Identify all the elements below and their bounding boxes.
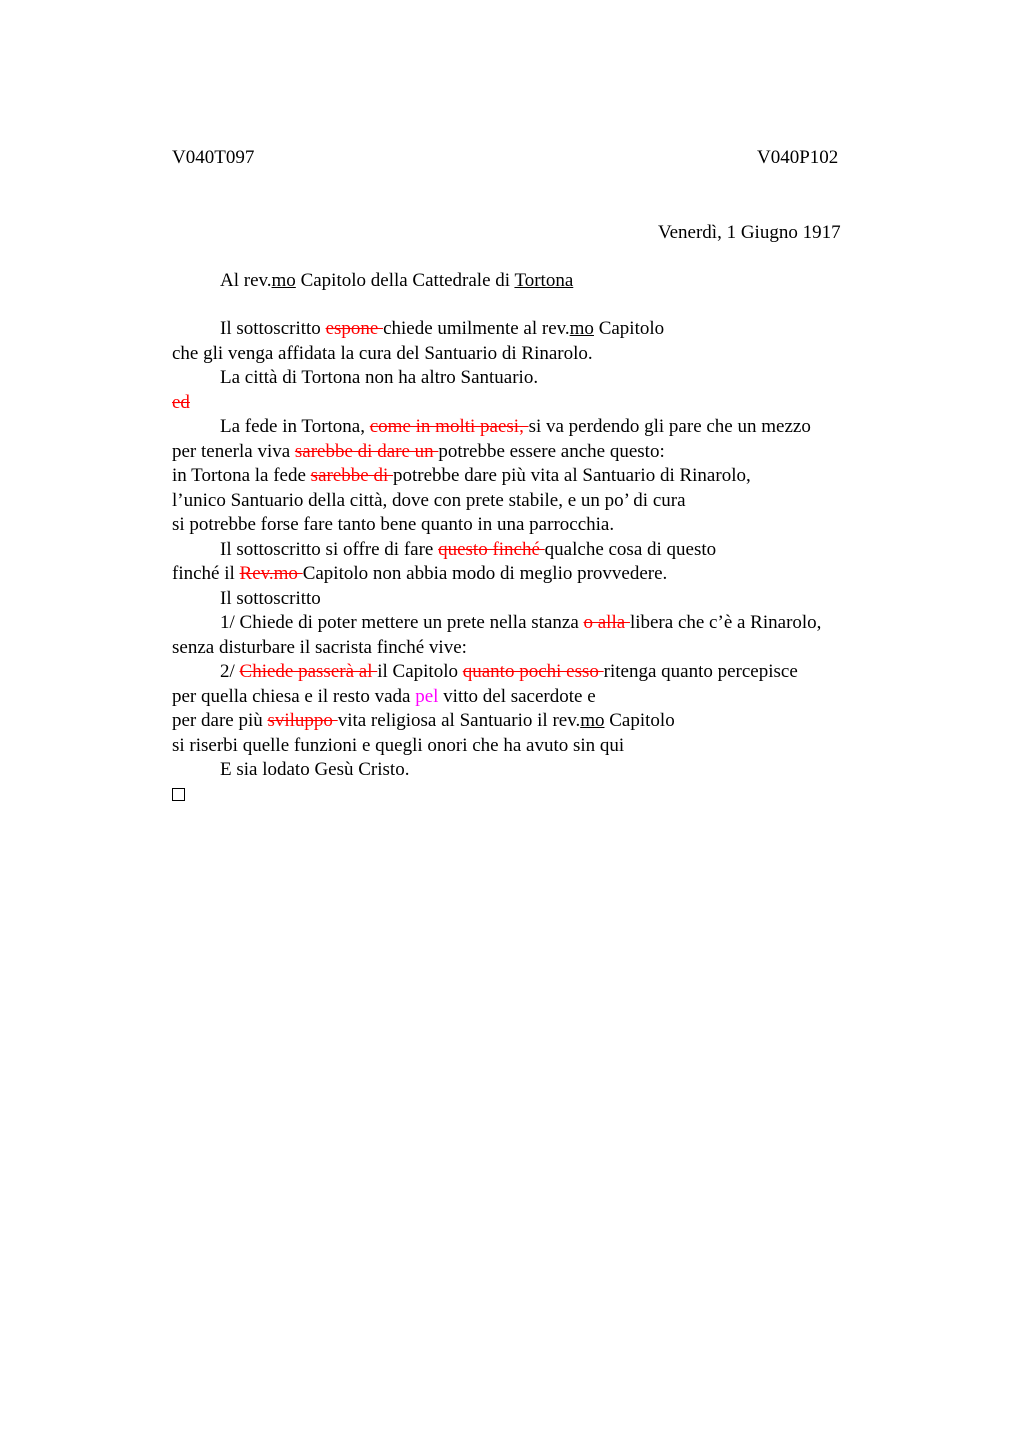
text-segment: per dare più [172, 710, 268, 731]
text-segment: Il sottoscritto [220, 318, 326, 339]
text-segment: 2/ [220, 661, 240, 682]
body-line-19 [172, 758, 892, 783]
body-line-9 [172, 513, 892, 538]
body-line-8 [172, 489, 892, 514]
deleted-text: come in molti paesi, [369, 416, 529, 437]
body-line-7 [172, 464, 892, 489]
body-line-3 [172, 366, 892, 391]
body-line-10 [172, 538, 892, 563]
text-segment: vitto del sacerdote e [438, 685, 596, 707]
document-code-left: V040T097 [172, 147, 255, 168]
text-segment: Capitolo non abbia modo di meglio provvedere. [302, 563, 668, 584]
text-segment: qualche cosa di questo [544, 538, 717, 560]
text-segment: senza disturbare il sacrista finché vive: [172, 636, 467, 658]
body-line-12 [172, 587, 892, 612]
text-segment: il Capitolo [377, 661, 463, 682]
deleted-text: o alla [583, 612, 630, 633]
text-segment: si riserbi quelle funzioni e quegli onori che ha avuto sin qui [172, 734, 625, 756]
body-line-18 [172, 734, 892, 759]
deleted-text: espone [325, 318, 384, 339]
end-mark-line [172, 783, 892, 808]
text-segment: Capitolo [604, 710, 675, 731]
text-segment: vita religiosa al Santuario il rev. [337, 710, 581, 731]
mo-abbrev: mo [569, 318, 594, 339]
body-line-4 [172, 391, 892, 416]
body-line-2 [172, 342, 892, 367]
body-line-1 [172, 317, 892, 342]
addressee-line [220, 269, 573, 294]
mo-abbrev: mo [580, 710, 605, 731]
text-segment: libera che c’è a Rinarolo, [629, 612, 822, 633]
text-segment: ritenga quanto percepisce [603, 661, 798, 682]
document-code-right: V040P102 [757, 147, 839, 168]
body-line-16 [172, 685, 892, 710]
body-line-11 [172, 562, 892, 587]
addressee-city: Tortona [514, 270, 574, 291]
letter-body [172, 317, 892, 807]
text-segment: potrebbe essere anche questo: [438, 440, 665, 462]
addressee-mo-abbrev: mo [271, 270, 296, 291]
text-segment: in Tortona la fede [172, 465, 311, 486]
body-line-13 [172, 611, 892, 636]
body-line-15 [172, 660, 892, 685]
body-line-6 [172, 440, 892, 465]
text-segment: E sia lodato Gesù Cristo. [220, 759, 410, 780]
body-line-17 [172, 709, 892, 734]
text-segment: che gli venga affidata la cura del Santuario di Rinarolo. [172, 342, 593, 364]
text-segment: si va perdendo gli pare che un mezzo [528, 416, 811, 437]
text-segment: per quella chiesa e il resto vada [172, 685, 416, 707]
text-segment: finché il [172, 563, 240, 584]
text-segment: l’unico Santuario della città, dove con prete stabile, e un po’ di cura [172, 489, 686, 511]
body-line-14 [172, 636, 892, 661]
deleted-text: questo finché [438, 538, 545, 560]
deleted-text: quanto pochi esso [462, 661, 604, 682]
deleted-text: sarebbe di dare un [294, 440, 439, 462]
addressee-pre: Al rev. [220, 270, 272, 291]
text-segment: per tenerla viva [172, 440, 295, 462]
text-segment: potrebbe dare più vita al Santuario di Rinarolo, [392, 465, 751, 486]
text-segment: Capitolo [593, 318, 665, 339]
text-segment: La città di Tortona non ha altro Santuario. [220, 367, 539, 388]
inserted-text: pel [415, 685, 439, 707]
body-line-5 [172, 415, 892, 440]
addressee-mid: Capitolo della Cattedrale di [295, 270, 515, 291]
deleted-text: sarebbe di [310, 465, 393, 486]
square-box-icon [172, 788, 185, 801]
text-segment: Il sottoscritto si offre di fare [220, 538, 439, 560]
deleted-text: ed [172, 391, 190, 413]
deleted-text: sviluppo [267, 710, 338, 731]
text-segment: La fede in Tortona, [220, 416, 370, 437]
letter-date: Venerdì, 1 Giugno 1917 [658, 222, 841, 243]
text-segment: chiede umilmente al rev. [383, 318, 570, 339]
text-segment: si potrebbe forse fare tanto bene quanto in una parrocchia. [172, 514, 615, 535]
text-segment: Il sottoscritto [220, 587, 321, 609]
deleted-text: Chiede passerà al [239, 661, 378, 682]
deleted-text: Rev.mo [239, 563, 303, 584]
text-segment: 1/ Chiede di poter mettere un prete nella stanza [220, 612, 584, 633]
